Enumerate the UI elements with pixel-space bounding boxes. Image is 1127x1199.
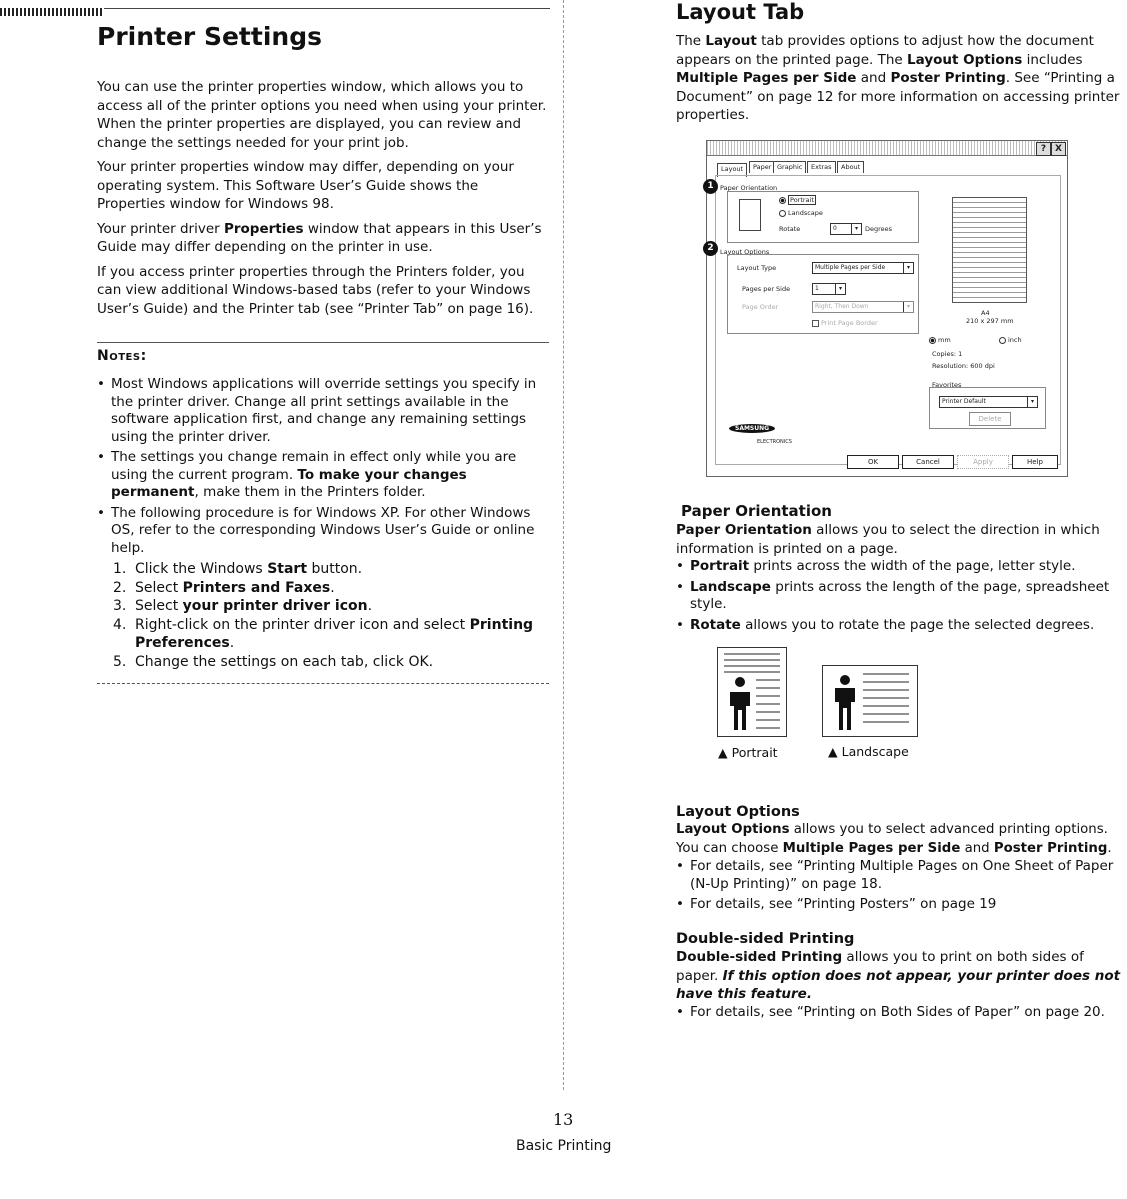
tab-extras[interactable]: Extras	[807, 161, 836, 173]
paper-size: A4	[981, 309, 990, 317]
callout-1: 1	[703, 179, 718, 194]
help-button[interactable]: Help	[1012, 455, 1058, 469]
os-paragraph: Your printer properties window may differ, depending on your operating system. This Software User’s Guide shows the Properties window for Windows 98.	[97, 159, 514, 212]
double-sided-section	[676, 931, 1126, 1024]
note-item: • Most Windows applications will override settings you specify in the printer driver. Change all print settings available in the software application first, and change any remaining settings using the printer driver.	[97, 376, 549, 446]
cancel-button[interactable]: Cancel	[902, 455, 954, 469]
delete-button[interactable]: Delete	[969, 412, 1011, 426]
layout-options-heading: Layout Options	[676, 804, 800, 820]
rotate-select[interactable]: 0 ▾	[830, 223, 862, 235]
portrait-figure	[717, 647, 787, 737]
printer-properties-dialog	[706, 140, 1068, 477]
apply-button[interactable]: Apply	[957, 455, 1009, 469]
tab-graphic[interactable]: Graphic	[773, 161, 806, 173]
samsung-logo-sub: ELECTRONICS	[757, 439, 792, 445]
step-item: 2. Select Printers and Faxes.	[113, 579, 335, 596]
triangle-icon: ▲	[828, 744, 838, 759]
list-item: • Portrait prints across the width of the page, letter style.	[676, 558, 1126, 576]
paper-orientation-group-label: Paper Orientation	[720, 184, 778, 192]
page-number: 13	[553, 1110, 574, 1129]
step-item: 5. Change the settings on each tab, click OK.	[113, 653, 434, 670]
print-border-checkbox[interactable]: Print Page Border	[812, 319, 878, 327]
page-order-label: Page Order	[742, 303, 779, 311]
landscape-figure	[822, 665, 918, 737]
triangle-icon: ▲	[718, 745, 728, 760]
notes-rule-top	[97, 342, 549, 343]
step-item: 3. Select your printer driver icon.	[113, 598, 373, 614]
layout-options-text: Layout Options allows you to select advanced printing options. You can choose Multiple Pages per Side and Poster Printing.	[676, 822, 1112, 856]
rotate-label: Rotate	[779, 225, 801, 233]
notes-rule-bottom	[97, 683, 549, 684]
page-preview	[952, 197, 1027, 303]
column-divider	[563, 0, 564, 1090]
notes-section	[97, 348, 549, 671]
list-item: • For details, see “Printing Posters” on page 19	[676, 896, 1127, 914]
dialog-titlebar	[707, 141, 1067, 156]
landscape-illustration	[823, 666, 917, 736]
ok-button[interactable]: OK	[847, 455, 899, 469]
double-sided-text: Double-sided Printing allows you to print on both sides of paper. If this option does not appear, your printer does not have this feature.	[676, 949, 1121, 1002]
layout-options-group-label: Layout Options	[720, 248, 770, 256]
pages-per-side-select[interactable]: 1 ▾	[812, 283, 846, 295]
portrait-radio[interactable]: Portrait	[779, 196, 816, 204]
list-item: • Rotate allows you to rotate the page the selected degrees.	[676, 617, 1126, 635]
notes-heading: Notes:	[97, 348, 147, 364]
samsung-logo: SAMSUNG	[729, 424, 775, 433]
tab-about[interactable]: About	[837, 161, 864, 173]
left-column	[97, 22, 549, 324]
pages-per-side-label: Pages per Side	[742, 285, 791, 293]
driver-paragraph: Your printer driver Properties window that appears in this User’s Guide may differ depending on the printer in use.	[97, 220, 542, 255]
step-item: 1. Click the Windows Start button.	[113, 561, 363, 577]
footer-section-name: Basic Printing	[516, 1138, 612, 1154]
tab-layout[interactable]: Layout	[717, 163, 747, 177]
paper-orientation-list	[676, 558, 1126, 634]
portrait-caption: ▲ Portrait	[718, 745, 778, 760]
printers-folder-paragraph: If you access printer properties through the Printers folder, you can view additional Windows-based tabs (refer to your Windows User’s Guide) and the Printer tab (see “Printer Tab” on page 16).	[97, 263, 534, 317]
tab-paper[interactable]: Paper	[749, 161, 775, 173]
layout-options-section	[676, 804, 1127, 917]
page-order-select[interactable]: Right, Then Down ▾	[812, 301, 914, 313]
right-column	[676, 0, 1126, 131]
double-sided-list	[676, 1004, 1126, 1022]
favorites-label: Favorites	[932, 381, 962, 389]
landscape-radio[interactable]: Landscape	[779, 209, 823, 217]
paper-dimensions: 210 x 297 mm	[966, 317, 1014, 325]
copies-info: Copies: 1	[932, 350, 963, 358]
note-item: • The settings you change remain in effect only while you are using the current program. To make your changes permanent, make them in the Printers folder.	[97, 449, 549, 502]
steps-list	[97, 560, 549, 671]
layout-tab-title: Layout Tab	[676, 0, 805, 24]
layout-options-list	[676, 858, 1127, 914]
paper-orientation-section	[676, 502, 1126, 637]
layout-type-label: Layout Type	[737, 264, 777, 272]
layout-intro: The Layout tab provides options to adjust how the document appears on the printed page. The Layout Options includes Multiple Pages per Side and Poster Printing. See “Printing a Document” on page 12 for more information on accessing printer properties.	[676, 33, 1120, 123]
close-icon[interactable]: X	[1051, 142, 1066, 156]
portrait-illustration	[718, 648, 786, 736]
step-item: 4. Right-click on the printer driver icon and select Printing Preferences.	[113, 616, 534, 651]
list-item: • Landscape prints across the length of the page, spreadsheet style.	[676, 579, 1126, 614]
help-icon[interactable]: ?	[1036, 142, 1051, 156]
list-item: • For details, see “Printing Multiple Pages on One Sheet of Paper (N-Up Printing)” on page 18.	[676, 858, 1127, 893]
double-sided-heading: Double-sided Printing	[676, 931, 855, 947]
note-item: • The following procedure is for Windows XP. For other Windows OS, refer to the corresponding Windows User’s Guide or online help.	[97, 505, 549, 558]
intro-paragraph: You can use the printer properties window, which allows you to access all of the printer options you need when using your printer. When the printer properties are displayed, you can review and change the settings needed for your print job.	[97, 79, 547, 151]
landscape-caption: ▲ Landscape	[828, 744, 909, 759]
top-rule-pattern	[0, 8, 104, 16]
paper-orientation-heading: Paper Orientation	[681, 502, 832, 520]
inch-radio[interactable]: inch	[999, 336, 1022, 344]
layout-type-select[interactable]: Multiple Pages per Side ▾	[812, 262, 914, 274]
callout-2: 2	[703, 241, 718, 256]
orientation-page-icon	[739, 199, 761, 231]
mm-radio[interactable]: mm	[929, 336, 951, 344]
page-title: Printer Settings	[97, 22, 322, 51]
favorites-select[interactable]: Printer Default ▾	[939, 396, 1038, 408]
list-item: • For details, see “Printing on Both Sides of Paper” on page 20.	[676, 1004, 1126, 1022]
resolution-info: Resolution: 600 dpi	[932, 362, 995, 370]
notes-list	[97, 376, 549, 557]
paper-orientation-text: Paper Orientation allows you to select the direction in which information is printed on a page.	[676, 522, 1100, 557]
degrees-label: Degrees	[865, 225, 893, 233]
